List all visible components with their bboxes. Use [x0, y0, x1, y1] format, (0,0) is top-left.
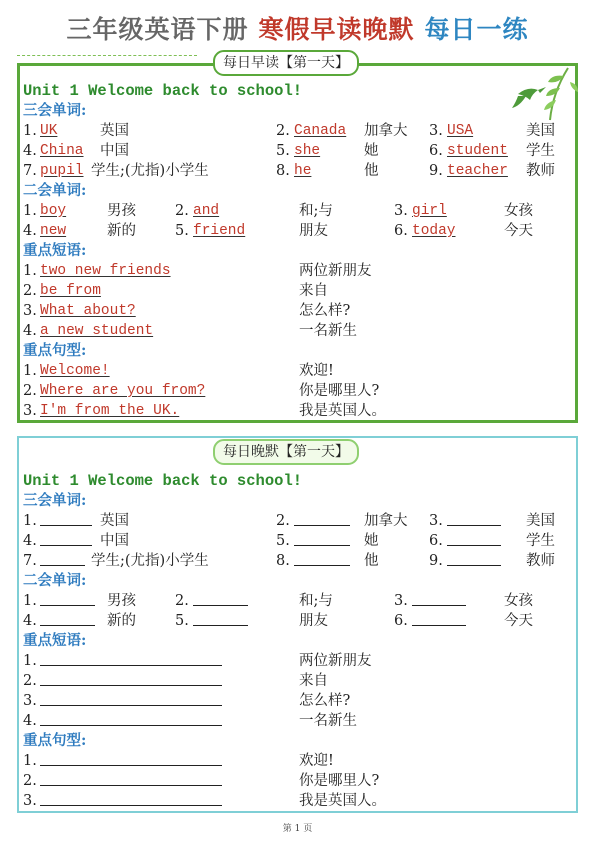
morning-section-sentences: 重点句型:	[23, 342, 87, 359]
answer-blank[interactable]	[447, 531, 501, 546]
evening-word-row-3: 7. 学生;(尤指)小学生 8. 他 9. 教师	[23, 553, 555, 569]
evening-section-phrases: 重点短语:	[23, 632, 87, 649]
evening-sentence-2: 2. 你是哪里人?	[23, 773, 380, 789]
evening-word-row-2: 4. 中国 5. 她 6. 学生	[23, 533, 555, 549]
evening-word-row-4: 1. 男孩 2. 和;与 3. 女孩	[23, 593, 533, 609]
answer-blank[interactable]	[40, 511, 92, 526]
morning-word-row-2: 4. China 中国 5. she 她 6. student 学生	[23, 143, 555, 159]
evening-phrase-4: 4. 一名新生	[23, 713, 357, 729]
evening-section-two-words: 二会单词:	[23, 572, 87, 589]
title-grade: 三年级英语下册	[66, 15, 249, 44]
answer-blank[interactable]	[412, 611, 466, 626]
evening-phrase-3: 3. 怎么样?	[23, 693, 351, 709]
answer-blank[interactable]	[447, 551, 501, 566]
answer-blank[interactable]	[40, 531, 92, 546]
answer-blank[interactable]	[294, 531, 350, 546]
morning-sentence-1: 1. Welcome! 欢迎!	[23, 363, 334, 379]
evening-word-row-1: 1. 英国 2. 加拿大 3. 美国	[23, 513, 555, 529]
title-daily: 每日一练	[424, 15, 529, 44]
evening-unit-title: Unit 1 Welcome back to school!	[23, 472, 303, 490]
page-footer: 第 1 页	[282, 824, 313, 834]
answer-blank[interactable]	[40, 751, 222, 766]
morning-word-row-1: 1. UK 英国 2. Canada 加拿大 3. USA 美国	[23, 123, 555, 139]
answer-blank[interactable]	[40, 551, 85, 566]
evening-section-sentences: 重点句型:	[23, 732, 87, 749]
evening-phrase-2: 2. 来自	[23, 673, 328, 689]
evening-tag: 每日晚默【第一天】	[213, 439, 359, 465]
morning-phrase-1: 1. two new friends 两位新朋友	[23, 263, 372, 279]
answer-blank[interactable]	[193, 611, 248, 626]
answer-blank[interactable]	[294, 551, 350, 566]
answer-blank[interactable]	[40, 771, 222, 786]
morning-word-row-4: 1. boy 男孩 2. and 和;与 3. girl 女孩	[23, 203, 533, 219]
title-main: 寒假早读晚默	[258, 15, 415, 44]
evening-sentence-3: 3. 我是英国人。	[23, 793, 386, 809]
answer-blank[interactable]	[40, 671, 222, 686]
page-title	[0, 10, 595, 46]
swallow-bamboo-icon	[498, 66, 578, 122]
morning-phrase-2: 2. be from 来自	[23, 283, 328, 299]
morning-sentence-3: 3. I'm from the UK. 我是英国人。	[23, 403, 386, 419]
morning-tag: 每日早读【第一天】	[213, 50, 359, 76]
answer-blank[interactable]	[40, 611, 95, 626]
answer-blank[interactable]	[40, 651, 222, 666]
answer-blank[interactable]	[40, 791, 222, 806]
answer-blank[interactable]	[294, 511, 350, 526]
evening-section-three-words: 三会单词:	[23, 492, 87, 509]
divider-dashed	[17, 55, 197, 56]
answer-blank[interactable]	[193, 591, 248, 606]
answer-blank[interactable]	[40, 591, 95, 606]
answer-blank[interactable]	[40, 711, 222, 726]
morning-section-three-words: 三会单词:	[23, 102, 87, 119]
morning-word-row-5: 4. new 新的 5. friend 朋友 6. today 今天	[23, 223, 533, 239]
morning-unit-title: Unit 1 Welcome back to school!	[23, 82, 303, 100]
morning-word-row-3: 7. pupil 学生;(尤指)小学生 8. he 他 9. teacher 教师	[23, 163, 555, 179]
evening-sentence-1: 1. 欢迎!	[23, 753, 334, 769]
morning-sentence-2: 2. Where are you from? 你是哪里人?	[23, 383, 380, 399]
answer-blank[interactable]	[412, 591, 466, 606]
morning-phrase-4: 4. a new student 一名新生	[23, 323, 357, 339]
answer-blank[interactable]	[447, 511, 501, 526]
morning-section-phrases: 重点短语:	[23, 242, 87, 259]
morning-phrase-3: 3. What about? 怎么样?	[23, 303, 351, 319]
evening-phrase-1: 1. 两位新朋友	[23, 653, 372, 669]
evening-word-row-5: 4. 新的 5. 朋友 6. 今天	[23, 613, 533, 629]
answer-blank[interactable]	[40, 691, 222, 706]
morning-section-two-words: 二会单词:	[23, 182, 87, 199]
